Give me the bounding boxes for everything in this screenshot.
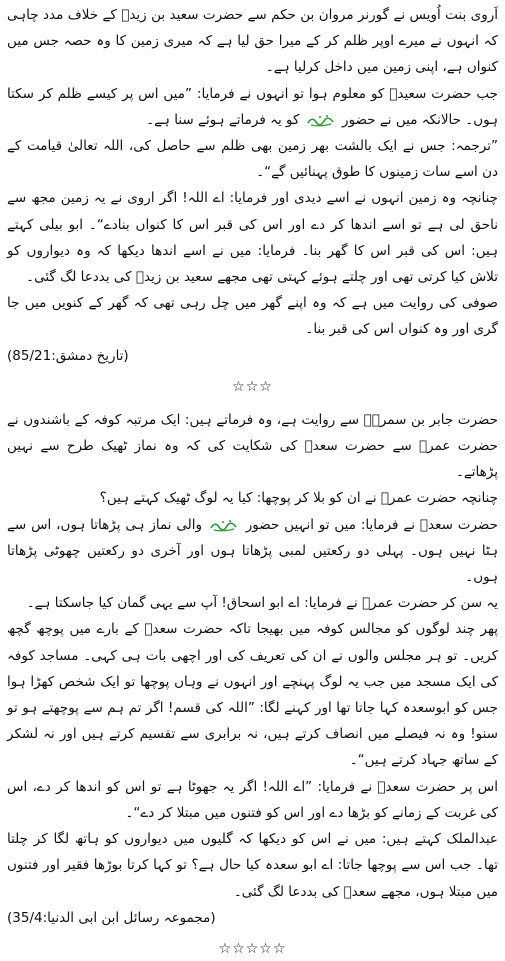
- paragraph-saad-reply: [7, 512, 498, 591]
- paragraph-sufi-narration: صوفی کی روایت میں ہے کہ وہ اپنے گھر میں چل رہی تھی کہ گھر کے کنویں میں جا گری اور وہ کنواں اس کی قبر بنا۔: [7, 295, 498, 338]
- section-separator-stars: ☆☆☆: [232, 378, 273, 395]
- paragraph-umar-asked: چنانچہ حضرت عمرؓ نے ان کو بلا کر پوچھا: کیا یہ لوگ ٹھیک کہتے ہیں؟: [99, 490, 498, 507]
- reference-tareekh-dimashq: (تاریخ دمشق:85/21): [7, 347, 129, 364]
- reference-ibn-abi-dunya: (مجموعہ رسائل ابن ابی الدنیا:35/4): [7, 909, 216, 926]
- paragraph-saad-reply-end: والی نماز ہی پڑھاتا ہوں، اس سے ہٹا نہیں ہوں۔ پہلی دو رکعتیں لمبی پڑھاتا ہوں اور آخری دو رکعتیں چھوٹی پڑھاتا ہوں۔: [7, 516, 498, 586]
- paragraph-saeed-reply-start: جب حضرت سعیدؓ کو معلوم ہوا تو انہوں نے فرمایا: ”میں اس پر کیسے ظلم کر سکتا ہوں۔ حالانکہ میں نے حضور: [7, 85, 498, 128]
- salawat-calligraphy-icon: [209, 518, 239, 532]
- paragraph-jabir-narration: حضرت جابر بن سمرہؓ سے روایت ہے، وہ فرماتے ہیں: ایک مرتبہ کوفہ کے باشندوں نے حضرت عمرؓ سے حضرت سعدؓ کی شکایت کی کہ وہ نماز ٹھیک طرح سے نہیں پڑھاتے۔: [7, 411, 498, 481]
- paragraph-saad-prayer: اس پر حضرت سعدؓ نے فرمایا: ”اے اللہ! اگر یہ جھوٹا ہے تو اس کو اندھا کر دے، اس کی غربت کے زمانے کو بڑھا دے اور اس کو فتنوں میں مبتلا کر دے“۔: [7, 778, 498, 821]
- paragraph-abdulmalik-account: عبدالملک کہتے ہیں: میں نے اس کو دیکھا کہ گلیوں میں دیواروں کو ہاتھ لگا کر چلتا تھا۔ جب اس سے پوچھا جاتا: اے ابو سعدہ کیا حال ہے؟ تو کہا کرتا بوڑھا فقیر اور فتنوں میں مبتلا ہوں، مجھے سعدؓ کی بددعا لگ گئی۔: [7, 831, 498, 900]
- paragraph-arwa-complaint: اَروی بنت اُویس نے گورنر مروان بن حکم سے حضرت سعید بن زیدؓ کے خلاف مدد چاہی کہ انہوں نے میرے اوپر ظلم کر کے میرا حق لیا ہے کہ میری زمین کا وہ حصہ جس میں کنواں ہے، اپنی زمین میں داخل کرلیا ہے۔: [7, 7, 498, 76]
- salawat-calligraphy-icon: [306, 113, 336, 127]
- paragraph-hadith-translation: ”ترجمہ: جس نے ایک بالشت بھر زمین بھی ظلم سے حاصل کی، اللہ تعالیٰ قیامت کے دن اسے سات زمینوں کا طوق پہنائیں گے“۔: [7, 138, 498, 181]
- section-separator-stars-end: ☆☆☆☆☆: [218, 940, 287, 957]
- paragraph-saeed-reply: [7, 81, 498, 133]
- paragraph-kufa-inquiry: پھر چند لوگوں کو مجالس کوفہ میں بھیجا تاکہ حضرت سعدؓ کے بارے میں پوچھ گچھ کریں۔ تو ہر مجلس والوں نے ان کی تعریف کی اور اچھی بات ہی کہی۔ مساجد کوفہ کی ایک مسجد میں جب یہ لوگ پہنچے اور انہوں نے وہاں پوچھا تو ایک شخص کھڑا ہوا جس کو ابوسعدہ کہا جاتا تھا اور کہنے لگا: ”اللہ کی قسم! اگر تم ہم سے پوچھتے ہو تو سنو! وہ نہ فیصلے میں انصاف کرتے ہیں، نہ برابری سے تقسیم کرتے ہیں اور نہ لشکر کے ساتھ جہاد کرتے ہیں“۔: [7, 621, 498, 769]
- paragraph-land-given: چنانچہ وہ زمین انہوں نے اسے دیدی اور فرمایا: اے اللہ! اگر اروی نے یہ زمین مجھ سے ناحق لی ہے تو اسے اندھا کر دے اور اس کی قبر اس کا کنواں بنادے“۔ ابو بیلی کہتے ہیں: اس کی قبر اس کا گھر بنا۔ فرمایا: میں نے اسے اندھا دیکھا کہ وہ دیواروں کو تلاش کیا کرتی تھی اور چلتے ہوئے کہتی تھی مجھے سعید بن زیدؓ کی بددعا لگ گئی۔: [7, 190, 498, 286]
- paragraph-saeed-reply-end: کو یہ فرماتے ہوئے سنا ہے۔: [146, 111, 300, 128]
- paragraph-saad-reply-start: حضرت سعدؓ نے فرمایا: میں تو انہیں حضور: [245, 516, 498, 533]
- paragraph-umar-response: یہ سن کر حضرت عمرؓ نے فرمایا: اے ابو اسحاق! آپ سے یہی گمان کیا جاسکتا ہے۔: [26, 595, 498, 612]
